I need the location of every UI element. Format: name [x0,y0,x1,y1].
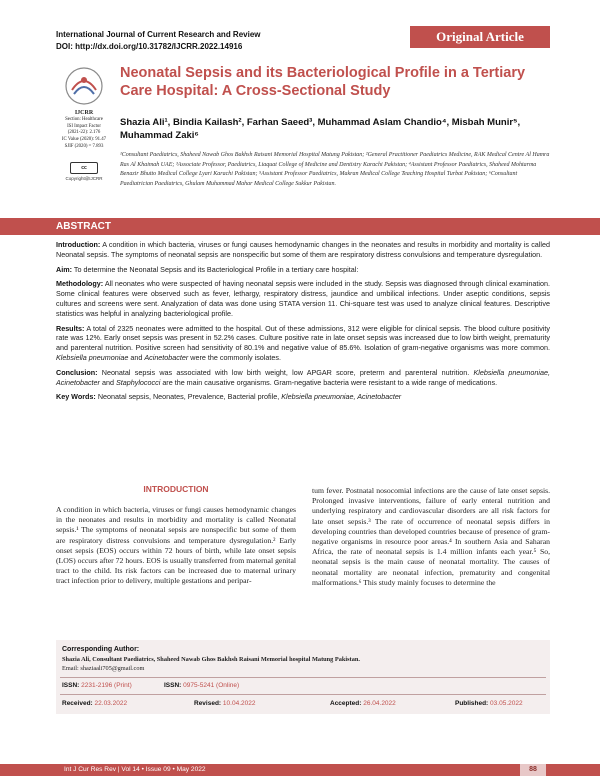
issn-online-label: ISSN: [164,682,182,689]
aim-label: Aim: [56,264,72,274]
aim-text: To determine the Neonatal Sepsis and its Bacteriological Profile in a tertiary care hospital: [73,264,359,274]
results-organism-1: Klebsiella pneumoniae [56,352,129,362]
conclusion-end: are the main causative organisms. Gram-negative bacteria were resistant to a wide range of medications. [162,377,498,387]
conclusion-organisms: Klebsiella pneumoniae, Acinetobacter [56,367,550,387]
impact-factor-value: (2021-22): 2.176 [67,130,101,136]
methodology-label: Methodology: [56,279,104,289]
keywords-italic: Klebsiella pneumoniae, Acinetobacter [281,392,402,402]
page-number: 88 [520,764,546,776]
received-label: Received: [62,700,93,707]
conclusion-text: Neonatal sepsis was associated with low birth weight, low APGAR score, preterm and parenteral nutrition. [101,367,470,377]
corresponding-heading: Corresponding Author: [62,646,140,653]
revised-label: Revised: [194,700,222,707]
intro-column-right: tum fever. Postnatal nosocomial infections are the cause of late onset sepsis. Prolonged invasive interventions, failure of early enteral nutrition and underlying respiratory and cardiovascular disorders are all risk factors for late onset sepsis.³ The rate of occurrence of neonatal sepsis differs in developing countries than developed countries because of presence of gram-negative organisms in resource poor areas.⁴ In southern Asia and Saharan Africa, the rate of neonatal sepsis is 1.4 million infants each year.⁵ So, neonatal sepsis is the main cause of neonatal mortality. The causes of neonatal mortality are neonatal infection, prematurity and congenital malformations.⁶ This study mainly focuses to determine the [312,486,550,587]
article-title: Neonatal Sepsis and its Bacteriological Profile in a Tertiary Care Hospital: A Cross-Sectional Study [120,65,526,99]
issn-print [62,682,132,689]
conclusion-organism-3: Staphylococci [115,377,161,387]
abstract-body [56,240,550,407]
results-organism-2: Acinetobacter [144,352,189,362]
conclusion-label: Conclusion: [56,367,98,377]
accepted-label: Accepted: [330,700,362,707]
accepted-date [330,700,396,707]
corresponding-details: Shazia Ali, Consultant Paediatrics, Shaheed Nawab Ghos Bakhsh Raisani Memorial hospital Matung Pakistan. [62,655,360,663]
abstract-introduction [56,240,550,260]
accepted-value: 26.04.2022 [363,700,396,707]
results-end: were the commonly isolates. [190,352,281,362]
author-list: Shazia Ali¹, Bindia Kailash², Farhan Saeed³, Muhammad Aslam Chandio⁴, Misbah Munir⁵, Muhammad Zaki⁶ [120,117,521,141]
intro-label: Introduction: [56,240,101,249]
divider [60,677,546,678]
published-value: 03.05.2022 [490,700,523,707]
issn-print-value: 2231-2196 (Print) [81,682,132,689]
introduction-heading: INTRODUCTION [143,484,209,494]
keywords-label: Key Words: [56,392,96,402]
intro-text: A condition in which bacteria, viruses or fungi causes hemodynamic changes in the neonates and results in morbidity and mortality is called Neonatal sepsis. The symptoms of neonatal sepsis are nonspecific but some of them are respiratory distress convulsions and temperature dysregulation. [56,240,550,259]
copyright-text: Copyright@IJCRR [65,176,103,181]
received-date [62,700,127,707]
ic-value: IC Value (2020): 91.47 [61,137,107,143]
abstract-conclusion [56,368,550,388]
footer-citation: Int J Cur Res Rev | Vol 14 • Issue 09 • May 2022 [64,766,206,773]
sjif-value: SJIF (2020) = 7.893 [64,143,104,149]
received-value: 22.03.2022 [94,700,128,707]
email-label: Email: [62,665,79,672]
keywords-text: Neonatal sepsis, Neonates, Prevalence, Bacterial profile, [97,392,280,402]
journal-name: International Journal of Current Research and Review [56,30,261,39]
issn-online [164,682,239,689]
published-label: Published: [455,700,489,707]
intro-column-left: A condition in which bacteria, viruses or fungi causes hemodynamic changes in the neonates and results in morbidity and mortality is called Neonatal sepsis.¹ The symptoms of neonatal sepsis are nonspecific but some of them are respiratory distress convulsions and temperature dysregulation.² Early onset sepsis (EOS) occurs within 72 hours of birth, while late onset sepsis (LOS) occurs after 72 hours. EOS is usually transferred from maternal genital tract to the child. Its risk factors can be increased due to maternal urinary tract infection prior to delivery, multiple gestations and peripar- [56,505,296,586]
email-link[interactable]: shaziaali705@gmail.com [80,665,145,672]
abstract-keywords [56,392,550,402]
abstract-results [56,324,550,363]
corresponding-author-content [62,645,546,674]
logo-name: IJCRR [74,110,94,116]
issn-online-value: 0975-5241 (Online) [183,682,240,689]
revised-date [194,700,255,707]
creative-commons-icon: cc [70,162,98,174]
author-affiliations: ¹Consultant Paediatrics, Shaheed Nawab Ghos Bakhsh Raisani Memorial Hospital Matung Pakistan; ²General Practitioner Paediatrics Medicine, RAK Medical Centre Al Hamra Ras Al Khaimah UAE; ³Associate Professor, Paediatrics, Liaquat College of Medicine and Dentistry Karachi Pakistan; ⁴Assistant Professor Paediatrics, Shaheed Mohtarma Benazir Bhutto Medical College Lyari Karachi Pakistan; ⁵Assistant Professor Paediatrics, Makran Medical College Teaching Hospital Turbat Pakistan; ⁶Consultant Paediatrician Paediatrics, Ghulam Muhammad Mahar Medical College Sukkur Pakistan. [120,152,550,187]
published-date [455,700,523,707]
results-label: Results: [56,323,85,333]
results-and: and [130,352,143,362]
impact-factor-label: ISI Impact Factor [67,123,101,129]
revised-value: 10.04.2022 [222,700,256,707]
section-label: Section: Healthcare [65,116,103,122]
results-text: A total of 2325 neonates were admitted to the hospital. Out of these admissions, 312 were eligible for clinical sepsis. The blood culture positivity rate was 12%. Early onset sepsis was present in 52.2% cases. Culture positive rate in late onset sepsis was increased due to low birth weight, prematurity and parenteral nutrition. Positive screen had sensitivity of 80.1% and negative value of 85.6%. Isolation of gram-negative organisms was more common. [56,323,550,353]
conclusion-and: and [101,377,114,387]
ijcrr-logo-icon [64,66,104,106]
methodology-text: All neonates who were suspected of having neonatal sepsis were included in the study. Sepsis was diagnosed through clinical examination. Some clinical features were observed such as fever, lethargy, respiratory distress, jaundice and umbilical infections. Under aseptic conditions, sepsis cultures and screens were sent. Analyzation of data was done using STATA version 11. Chi-square test was used to analyze clinical features. Descriptive statistics was helpful in analyzing bacteriological profile. [56,279,550,318]
issn-print-label: ISSN: [62,682,80,689]
doi-link[interactable]: DOI: http://dx.doi.org/10.31782/IJCRR.2022.14916 [56,42,243,51]
corresponding-email-line [62,664,546,674]
article-type-badge: Original Article [410,26,550,48]
journal-metrics [56,110,112,151]
abstract-heading: ABSTRACT [56,221,111,232]
abstract-methodology [56,279,550,318]
divider [60,694,546,695]
abstract-aim [56,265,550,275]
